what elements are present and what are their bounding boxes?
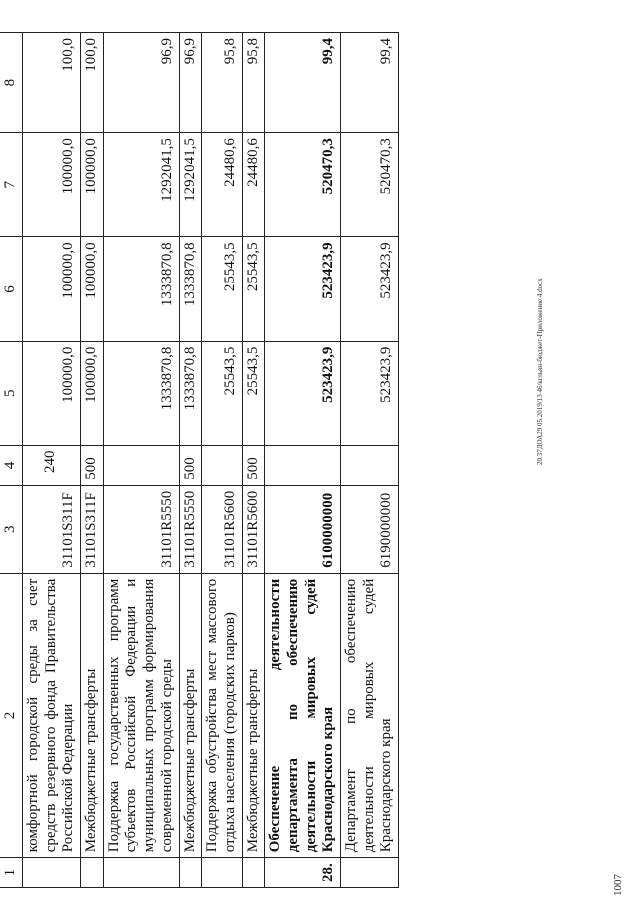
row-number (81, 858, 104, 888)
row-value-col6: 100000,0 (23, 237, 81, 341)
row-value-col7: 100000,0 (81, 133, 104, 237)
row-value-col8: 100,0 (81, 33, 104, 133)
table-row (202, 33, 242, 888)
row-value-col7: 520470,3 (341, 133, 399, 237)
table-row (242, 33, 265, 888)
header-col-4: 4 (0, 445, 23, 485)
row-expense-type: 500 (81, 445, 104, 485)
row-number (179, 858, 202, 888)
row-name: Поддержка обустройства мест массового отдыха населения (городских парков) (202, 573, 242, 858)
row-expense-type (341, 445, 399, 485)
row-value-col5: 523423,9 (265, 341, 341, 445)
row-value-col7: 1292041,5 (103, 133, 179, 237)
table-row (265, 33, 341, 888)
table-row (179, 33, 202, 888)
row-code: 31101R5550 (179, 485, 202, 573)
row-value-col5: 25543,5 (242, 341, 265, 445)
row-name: Поддержка государственных программ субъектов Российской Федерации и муниципальных программ формирования современной городской среды (103, 573, 179, 858)
row-name: Межбюджетные трансферты (179, 573, 202, 858)
row-value-col6: 523423,9 (341, 237, 399, 341)
table-row (81, 33, 104, 888)
row-name: комфортной городской среды за счет средств резервного фонда Правительства Российской Федерации (23, 573, 81, 858)
row-value-col6: 100000,0 (81, 237, 104, 341)
row-value-col7: 1292041,5 (179, 133, 202, 237)
row-value-col7: 24480,6 (202, 133, 242, 237)
row-number (242, 858, 265, 888)
row-expense-type (265, 445, 341, 485)
row-expense-type (23, 445, 81, 485)
page-number: 240 (42, 450, 58, 473)
row-expense-type: 500 (242, 445, 265, 485)
row-name: Обеспечение деятельности департамента по обеспечению деятельности мировых судей Краснодарского края (265, 573, 341, 858)
row-code: 6190000000 (341, 485, 399, 573)
header-col-7: 7 (0, 133, 23, 237)
row-value-col6: 25543,5 (202, 237, 242, 341)
corner-page-number: 1007 (612, 874, 624, 896)
header-col-6: 6 (0, 237, 23, 341)
row-expense-type (202, 445, 242, 485)
row-value-col5: 25543,5 (202, 341, 242, 445)
row-value-col7: 100000,0 (23, 133, 81, 237)
row-value-col8: 95,8 (202, 33, 242, 133)
row-name: Межбюджетные трансферты (81, 573, 104, 858)
budget-table-container (0, 32, 539, 888)
row-code: 6100000000 (265, 485, 341, 573)
row-number (341, 858, 399, 888)
header-col-2: 2 (0, 573, 23, 858)
row-expense-type: 500 (179, 445, 202, 485)
row-number (103, 858, 179, 888)
row-expense-type (103, 445, 179, 485)
row-value-col5: 1333870,8 (103, 341, 179, 445)
row-code: 31101R5600 (242, 485, 265, 573)
row-value-col6: 1333870,8 (103, 237, 179, 341)
header-col-8: 8 (0, 33, 23, 133)
row-value-col6: 523423,9 (265, 237, 341, 341)
row-number (202, 858, 242, 888)
row-value-col6: 1333870,8 (179, 237, 202, 341)
header-col-1: 1 (0, 858, 23, 888)
row-code: 31101R5600 (202, 485, 242, 573)
row-value-col5: 100000,0 (23, 341, 81, 445)
header-row (0, 33, 23, 888)
row-value-col8: 96,9 (179, 33, 202, 133)
row-name: Департамент по обеспечению деятельности мировых судей Краснодарского края (341, 573, 399, 858)
table-body (23, 33, 399, 888)
row-code: 31101R5550 (103, 485, 179, 573)
row-code: 31101S311F (23, 485, 81, 573)
document-footer-code: 20.37ДОА29 05.2019/13 46/кгльян-бюджет-Приложение 4.docx (536, 278, 544, 465)
row-number: 28. (265, 858, 341, 888)
header-col-5: 5 (0, 341, 23, 445)
row-name: Межбюджетные трансферты (242, 573, 265, 858)
row-value-col7: 520470,3 (265, 133, 341, 237)
table-row (341, 33, 399, 888)
table-row (23, 33, 81, 888)
table-row (103, 33, 179, 888)
row-value-col6: 25543,5 (242, 237, 265, 341)
row-value-col8: 99,4 (265, 33, 341, 133)
row-value-col5: 1333870,8 (179, 341, 202, 445)
row-value-col8: 95,8 (242, 33, 265, 133)
header-col-3: 3 (0, 485, 23, 573)
row-code: 31101S311F (81, 485, 104, 573)
row-value-col5: 100000,0 (81, 341, 104, 445)
row-value-col8: 99,4 (341, 33, 399, 133)
row-value-col7: 24480,6 (242, 133, 265, 237)
row-value-col8: 100,0 (23, 33, 81, 133)
row-number (23, 858, 81, 888)
budget-table (0, 32, 399, 888)
row-value-col8: 96,9 (103, 33, 179, 133)
row-value-col5: 523423,9 (341, 341, 399, 445)
